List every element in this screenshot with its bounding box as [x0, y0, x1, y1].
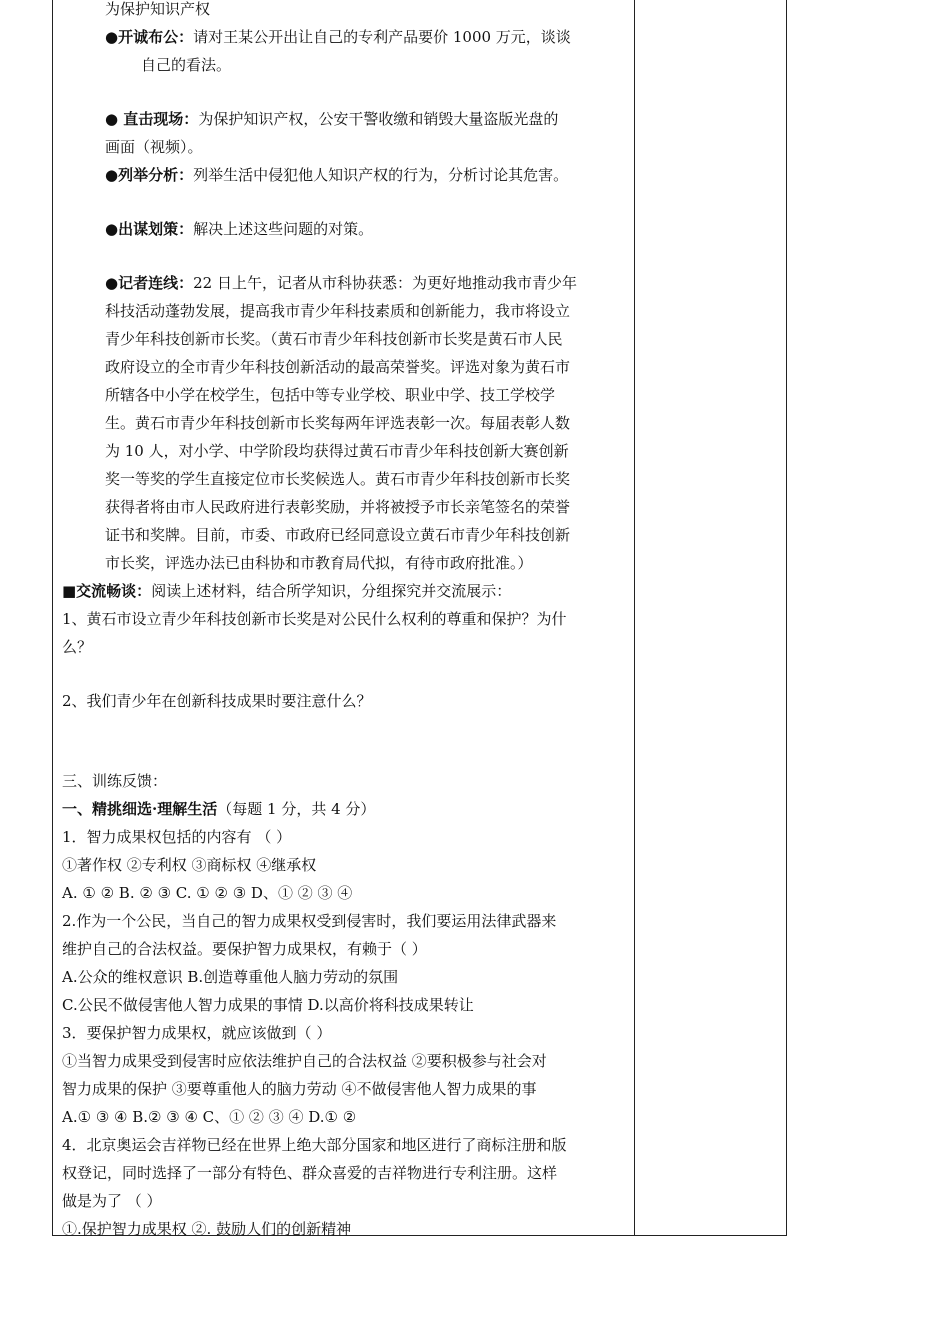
option-line: ①当智力成果受到侵害时应依法维护自己的合法权益 ②要积极参与社会对 — [62, 1052, 547, 1070]
option-line: ①著作权 ②专利权 ③商标权 ④继承权 — [62, 856, 317, 874]
question-line: 1、黄石市设立青少年科技创新市长奖是对公民什么权利的尊重和保护？为什 — [62, 610, 567, 628]
text-line: 科技活动蓬勃发展，提高我市青少年科技素质和创新能力，我市将设立 — [105, 302, 571, 320]
text-line: 为 10 人，对小学、中学阶段均获得过黄石市青少年科技创新大赛创新 — [105, 442, 569, 460]
question-line: 权登记，同时选择了一部分有特色、群众喜爱的吉祥物进行专利注册。这样 — [62, 1164, 558, 1182]
text-line: 所辖各中小学在校学生，包括中等专业学校、职业中学、技工学校学 — [105, 386, 556, 404]
option-line: A. ① ② B. ② ③ C. ① ② ③ D、① ② ③ ④ — [62, 884, 353, 902]
text-line: ●出谋划策：解决上述这些问题的对策。 — [105, 220, 374, 238]
text-line: 获得者将由市人民政府进行表彰奖励，并将被授予市长亲笔签名的荣誉 — [105, 498, 571, 516]
option-line: 智力成果的保护 ③要尊重他人的脑力劳动 ④不做侵害他人智力成果的事 — [62, 1080, 537, 1098]
question-line: 2、我们青少年在创新科技成果时要注意什么？ — [62, 692, 372, 710]
text-line: 证书和奖牌。目前，市委、市政府已经同意设立黄石市青少年科技创新 — [105, 526, 571, 544]
text-line: 生。黄石市青少年科技创新市长奖每两年评选表彰一次。每届表彰人数 — [105, 414, 571, 432]
option-line: ①.保护智力成果权 ②. 鼓励人们的创新精神 — [62, 1220, 352, 1238]
option-line: A.① ③ ④ B.② ③ ④ C、① ② ③ ④ D.① ② — [62, 1108, 357, 1126]
text-line: ●记者连线：22 日上午，记者从市科协获悉：为更好地推动我市青少年 — [105, 274, 577, 292]
question-line: 1．智力成果权包括的内容有 （ ） — [62, 828, 292, 846]
section-heading: 三、训练反馈： — [62, 772, 168, 790]
document-body — [62, 0, 630, 1243]
text-line: 奖一等奖的学生直接定位市长奖候选人。黄石市青少年科技创新市长奖 — [105, 470, 571, 488]
question-line: 3．要保护智力成果权，就应该做到（ ） — [62, 1024, 332, 1042]
column-divider — [634, 0, 635, 1236]
text-line: 市长奖，评选办法已由科协和市教育局代拟，有待市政府批准。） — [105, 554, 533, 572]
text-line: 政府设立的全市青少年科技创新活动的最高荣誉奖。评选对象为黄石市 — [105, 358, 571, 376]
text-line: ●列举分析：列举生活中侵犯他人知识产权的行为，分析讨论其危害。 — [105, 166, 569, 184]
text-line: 青少年科技创新市长奖。（黄石市青少年科技创新市长奖是黄石市人民 — [105, 330, 563, 348]
text-line: ● 直击现场：为保护知识产权，公安干警收缴和销毁大量盗版光盘的 — [105, 110, 559, 128]
text-line: 自己的看法。 — [141, 56, 232, 74]
text-line: 为保护知识产权 — [105, 0, 211, 18]
option-line: C.公民不做侵害他人智力成果的事情 D.以高价将科技成果转让 — [62, 996, 474, 1014]
text-line: 画面（视频）。 — [105, 138, 203, 156]
section-heading: ■交流畅谈：阅读上述材料，结合所学知识，分组探究并交流展示： — [62, 582, 512, 600]
question-line: 2.作为一个公民，当自己的智力成果权受到侵害时，我们要运用法律武器来 — [62, 912, 557, 930]
section-heading: 一、精挑细选·理解生活（每题 1 分，共 4 分） — [62, 800, 376, 818]
option-line: A.公众的维权意识 B.创造尊重他人脑力劳动的氛围 — [62, 968, 399, 986]
text-line: ●开诚布公：请对王某公开出让自己的专利产品要价 1000 万元，谈谈 — [105, 28, 571, 46]
question-line: 做是为了 （ ） — [62, 1192, 162, 1210]
question-line: 4．北京奥运会吉祥物已经在世界上绝大部分国家和地区进行了商标注册和版 — [62, 1136, 567, 1154]
question-line: 么？ — [62, 638, 93, 656]
question-line: 维护自己的合法权益。要保护智力成果权，有赖于（ ） — [62, 940, 427, 958]
